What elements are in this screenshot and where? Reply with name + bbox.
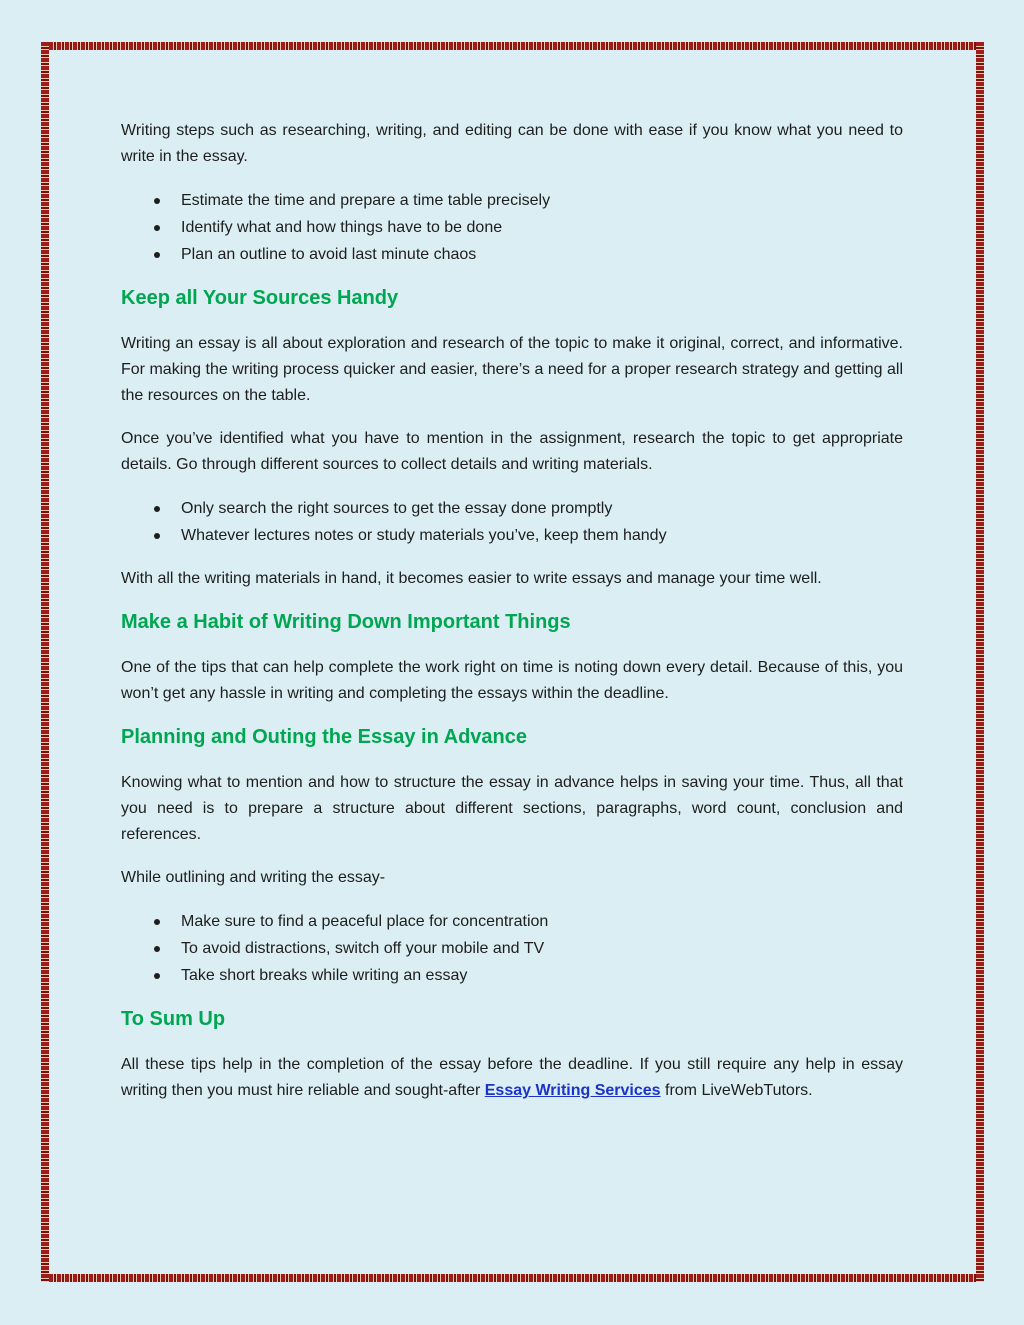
list-item: Plan an outline to avoid last minute chaos: [181, 241, 903, 268]
sum-up-paragraph: All these tips help in the completion of the essay before the deadline. If you still require any help in essay writing then you must hire reliable and sought-after Essay Writing Services from LiveWebTutors.: [121, 1056, 903, 1099]
list-item: Only search the right sources to get the essay done promptly: [181, 495, 903, 522]
bullet-icon: [154, 533, 160, 539]
border-right: [976, 42, 984, 1282]
list-item: Identify what and how things have to be done: [181, 214, 903, 241]
bullet-icon: [154, 919, 160, 925]
list-item: Make sure to find a peaceful place for concentration: [181, 908, 903, 935]
planning-paragraph-1: Knowing what to mention and how to structure the essay in advance helps in saving your time. Thus, all that you need is to prepare a structure about different sections, paragraphs, word count, conclusion and references.: [121, 774, 903, 843]
bullet-icon: [154, 225, 160, 231]
bullet-icon: [154, 946, 160, 952]
bullet-icon: [154, 973, 160, 979]
intro-list: [121, 187, 903, 268]
essay-writing-services-link[interactable]: Essay Writing Services: [484, 1082, 661, 1099]
heading-sum-up: To Sum Up: [121, 1008, 226, 1030]
sources-paragraph-1: Writing an essay is all about exploration and research of the topic to make it original, correct, and informative. For making the writing process quicker and easier, there’s a need for a proper research strategy and getting all the resources on the table.: [121, 335, 903, 404]
sources-paragraph-2: Once you’ve identified what you have to mention in the assignment, research the topic to get appropriate details. Go through different sources to collect details and writing materials.: [121, 430, 903, 473]
border-bottom: [41, 1274, 984, 1282]
bullet-icon: [154, 198, 160, 204]
habit-paragraph-1: One of the tips that can help complete the work right on time is noting down every detail. Because of this, you won’t get any hassle in writing and completing the essays within the deadline.: [121, 659, 903, 702]
heading-planning: Planning and Outing the Essay in Advance: [121, 726, 527, 748]
document-content: [121, 118, 903, 1121]
bullet-icon: [154, 506, 160, 512]
heading-sources: Keep all Your Sources Handy: [121, 287, 399, 309]
list-item: To avoid distractions, switch off your mobile and TV: [181, 935, 903, 962]
list-item: Estimate the time and prepare a time table precisely: [181, 187, 903, 214]
planning-paragraph-2: While outlining and writing the essay-: [121, 869, 386, 886]
intro-paragraph: Writing steps such as researching, writing, and editing can be done with ease if you know what you need to write in the essay.: [121, 122, 903, 165]
planning-list: [121, 908, 903, 989]
heading-habit: Make a Habit of Writing Down Important Things: [121, 611, 571, 633]
bullet-icon: [154, 252, 160, 258]
list-item: Take short breaks while writing an essay: [181, 962, 903, 989]
sources-paragraph-3: With all the writing materials in hand, it becomes easier to write essays and manage your time well.: [121, 570, 822, 587]
list-item: Whatever lectures notes or study materials you’ve, keep them handy: [181, 522, 903, 549]
border-top: [41, 42, 984, 50]
border-left: [41, 42, 49, 1282]
sources-list: [121, 495, 903, 549]
